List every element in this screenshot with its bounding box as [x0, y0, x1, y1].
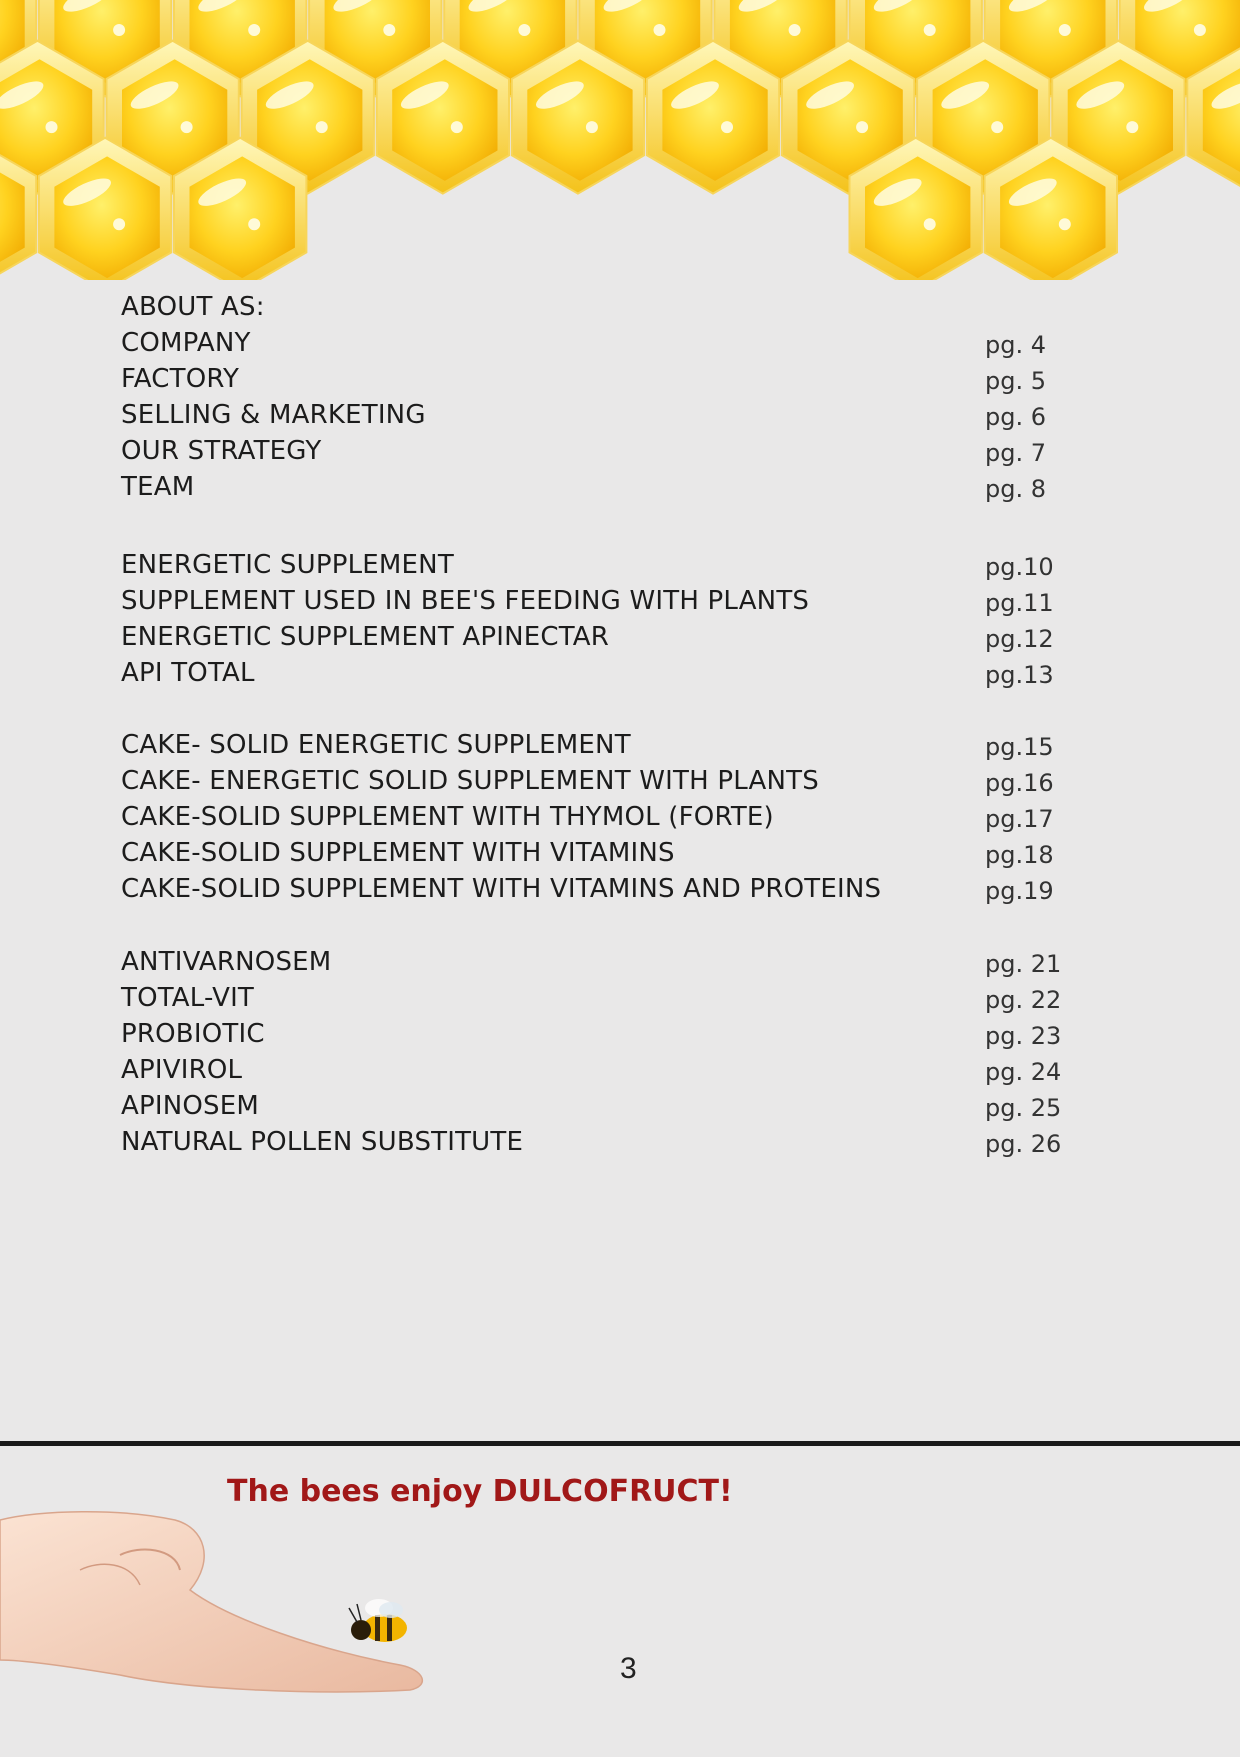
toc-section-about-items	[121, 325, 1121, 505]
toc-entry-title: CAKE-SOLID SUPPLEMENT WITH VITAMINS AND PROTEINS	[121, 874, 882, 904]
toc-entry-page: pg.15	[985, 733, 1054, 761]
toc-entry	[121, 763, 1121, 799]
toc-entry-title: OUR STRATEGY	[121, 436, 322, 466]
honeycomb-decoration	[0, 0, 1240, 280]
toc-entry	[121, 980, 1121, 1016]
toc-section-cake	[121, 727, 1121, 907]
toc-entry-title: SELLING & MARKETING	[121, 400, 426, 430]
toc-entry-page: pg.13	[985, 661, 1054, 689]
toc-entry	[121, 944, 1121, 980]
footer-divider	[0, 1441, 1240, 1446]
toc-section-treatments	[121, 944, 1121, 1160]
toc-entry-page: pg. 24	[985, 1058, 1062, 1086]
toc-entry	[121, 397, 1121, 433]
toc-entry-page: pg. 25	[985, 1094, 1062, 1122]
toc-entry-page: pg.10	[985, 553, 1054, 581]
toc-entry-title: ENERGETIC SUPPLEMENT	[121, 550, 454, 580]
toc-entry-page: pg.17	[985, 805, 1054, 833]
toc-entry-title: NATURAL POLLEN SUBSTITUTE	[121, 1127, 524, 1157]
hand-with-bee-illustration	[0, 1500, 460, 1700]
toc-entry-title: APIVIROL	[121, 1055, 243, 1085]
toc-entry	[121, 1088, 1121, 1124]
toc-entry	[121, 1016, 1121, 1052]
toc-entry	[121, 1124, 1121, 1160]
toc-entry-title: FACTORY	[121, 364, 240, 394]
toc-entry-title: API TOTAL	[121, 658, 255, 688]
toc-entry	[121, 835, 1121, 871]
toc-entry	[121, 619, 1121, 655]
toc-entry	[121, 727, 1121, 763]
toc-entry	[121, 469, 1121, 505]
toc-entry-page: pg. 21	[985, 950, 1062, 978]
toc-entry-title: APINOSEM	[121, 1091, 260, 1121]
toc-entry-page: pg.19	[985, 877, 1054, 905]
toc-section-about	[121, 289, 1121, 325]
toc-entry-title: CAKE-SOLID SUPPLEMENT WITH THYMOL (FORTE)	[121, 802, 774, 832]
toc-entry-title: CAKE-SOLID SUPPLEMENT WITH VITAMINS	[121, 838, 675, 868]
toc-entry	[121, 325, 1121, 361]
toc-entry-page: pg. 8	[985, 475, 1046, 503]
toc-entry	[121, 361, 1121, 397]
toc-entry-page: pg. 22	[985, 986, 1062, 1014]
bee-icon	[349, 1599, 407, 1642]
toc-entry-title: ENERGETIC SUPPLEMENT APINECTAR	[121, 622, 610, 652]
toc-entry	[121, 433, 1121, 469]
toc-entry	[121, 583, 1121, 619]
toc-entry-title: CAKE- SOLID ENERGETIC SUPPLEMENT	[121, 730, 631, 760]
toc-entry	[121, 547, 1121, 583]
toc-entry-page: pg.18	[985, 841, 1054, 869]
toc-entry-page: pg.11	[985, 589, 1054, 617]
toc-heading	[121, 289, 1121, 325]
toc-entry	[121, 1052, 1121, 1088]
toc-heading-label: ABOUT AS:	[121, 292, 265, 322]
toc-entry-page: pg. 23	[985, 1022, 1062, 1050]
page-number: 3	[620, 1652, 637, 1685]
toc-entry-title: ANTIVARNOSEM	[121, 947, 332, 977]
toc-entry-page: pg. 4	[985, 331, 1046, 359]
toc-entry-title: SUPPLEMENT USED IN BEE'S FEEDING WITH PLANTS	[121, 586, 810, 616]
toc-entry-title: PROBIOTIC	[121, 1019, 265, 1049]
toc-entry-title: COMPANY	[121, 328, 251, 358]
toc-entry-page: pg. 6	[985, 403, 1046, 431]
toc-entry-page: pg.12	[985, 625, 1054, 653]
toc-entry-page: pg. 26	[985, 1130, 1062, 1158]
toc-entry-title: CAKE- ENERGETIC SOLID SUPPLEMENT WITH PLANTS	[121, 766, 819, 796]
toc-entry	[121, 799, 1121, 835]
toc-entry	[121, 655, 1121, 691]
toc-entry-page: pg. 5	[985, 367, 1046, 395]
toc-section-energetic	[121, 547, 1121, 691]
toc-entry-page: pg. 7	[985, 439, 1046, 467]
toc-entry-title: TOTAL-VIT	[121, 983, 255, 1013]
toc-entry	[121, 871, 1121, 907]
tagline: The bees enjoy DULCOFRUCT!	[227, 1474, 733, 1509]
toc-entry-title: TEAM	[121, 472, 195, 502]
toc-entry-page: pg.16	[985, 769, 1054, 797]
